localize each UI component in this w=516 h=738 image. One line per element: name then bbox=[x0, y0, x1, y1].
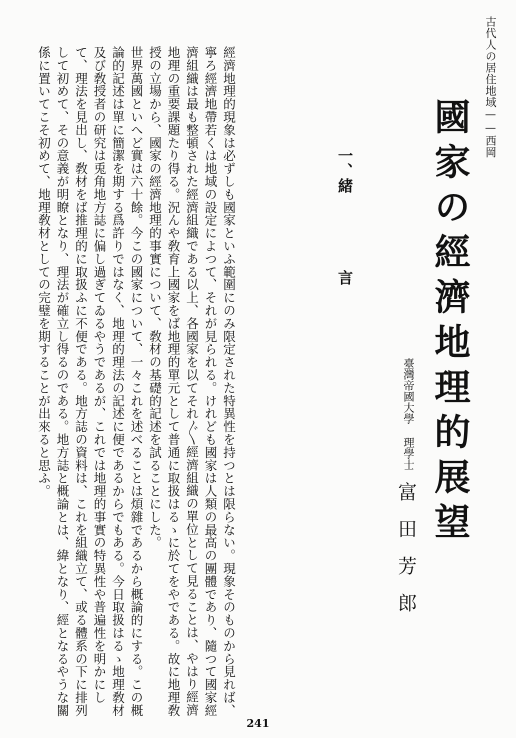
article-title: 國家の經濟地理的展望 bbox=[429, 98, 471, 548]
running-header: 古代人の居住地域——西岡 bbox=[484, 16, 497, 158]
paragraph: 世界萬國といへど實は六十餘。今この國家について、一々これを述べることは煩雜であるから概論的にする。この概論的記述は單に簡潔を期する爲許りではなく、地理的理法の記述に便であるからでもある。今日取扱はるゝ地理敎材及び敎授者の研究は兎角地方誌に偏し過ぎてゐるやうであるが、これでは地理的事實の特異性や普遍性を明かにして、理法を見出し、敎材をば推理的に取扱ふに不便である。地方誌の資料は、これを組織立て、或る體系の下に排列して初めて、その意義が明瞭となり、理法が確立し得るのである。地方誌と概論とは、緯となり、經となるやうな關係に置いてこそ初めて、地理敎材としての完璧を期することが出來ると思ふ。 bbox=[36, 46, 144, 717]
section-number: 一、 bbox=[336, 148, 354, 178]
author-affiliation: 臺灣帝國大學 理學士 bbox=[402, 358, 415, 470]
author-name: 富田芳郎 bbox=[395, 482, 417, 630]
paragraph: 經濟地理的現象は必ずしも國家といふ範圍にのみ限定された特異性を持つとは限らない。現象そのものから見れば、寧ろ經濟地帶若くは地域の設定によつて、それが見られる。けれども國家は人類の最高の團體であり、隨つて國家經濟組織は最も整頓された經濟組織である以上、各國家を以てそれ〴〵經濟組織の單位として見ることは、やはり經濟地理の重要課題たり得る。況んや敎育上國家をば地理的單元として普通に取扱はるゝに於てをやである。故に地理敎授の立場から、國家の經濟地理的事實について、敎材の基礎的記述を試ることにした。 bbox=[147, 46, 237, 717]
page-number: 241 bbox=[246, 717, 270, 730]
section-label-start: 緒 bbox=[336, 178, 354, 193]
section-label-end: 言 bbox=[336, 270, 354, 285]
section-heading bbox=[335, 148, 356, 193]
body-text bbox=[34, 46, 238, 726]
